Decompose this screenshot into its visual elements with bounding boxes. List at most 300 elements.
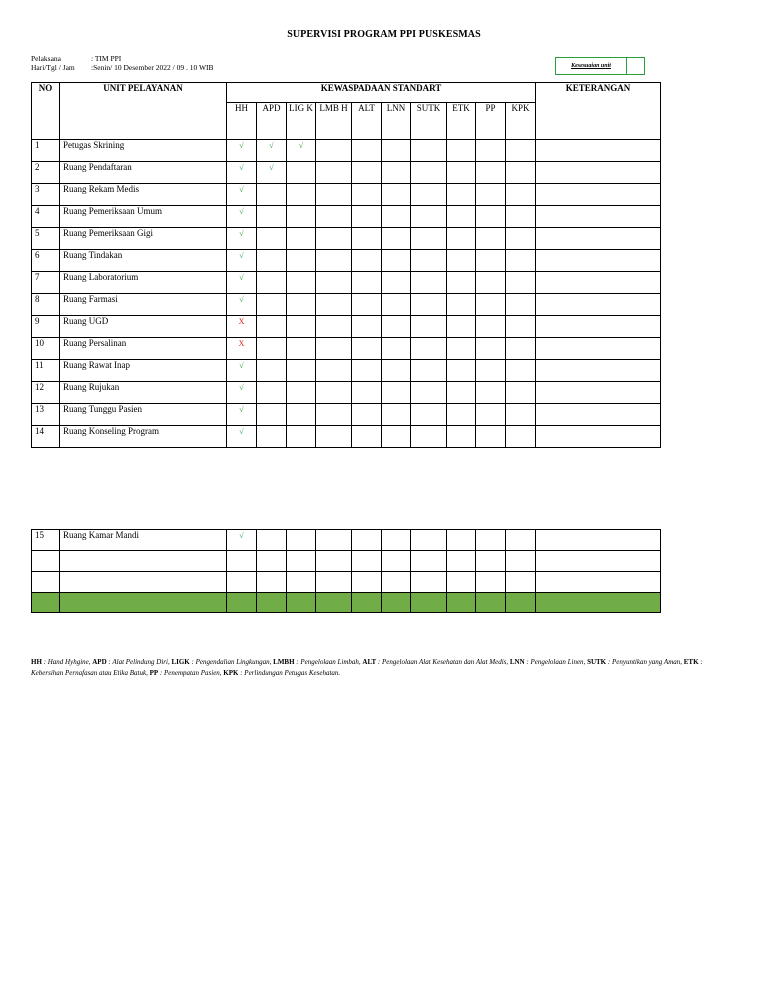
mark-cell (227, 551, 257, 572)
mark-cell (352, 382, 382, 404)
mark-cell (476, 530, 506, 551)
mark-cell (257, 228, 287, 250)
mark-cell (257, 551, 287, 572)
footer-cell (476, 593, 506, 613)
mark-cell (411, 250, 447, 272)
unit-name (60, 572, 227, 593)
mark-cell (447, 426, 476, 448)
mark-cell (257, 272, 287, 294)
mark-cell (447, 228, 476, 250)
mark-cell (506, 338, 536, 360)
unit-name: Ruang Kamar Mandi (60, 530, 227, 551)
sub-header: LIG K (287, 103, 316, 140)
mark-cell (447, 338, 476, 360)
mark-cell (382, 530, 411, 551)
keterangan-cell (536, 184, 661, 206)
keterangan-cell (536, 338, 661, 360)
mark-cell (506, 140, 536, 162)
table-row (32, 162, 661, 184)
mark-cell (476, 426, 506, 448)
legend-desc: : Pengelolaan Linen, (524, 658, 588, 666)
mark-cell (476, 360, 506, 382)
keterangan-cell (536, 272, 661, 294)
sub-header: ALT (352, 103, 382, 140)
legend-abbr: APD (92, 658, 107, 666)
footer-cell (536, 593, 661, 613)
mark-cell (476, 206, 506, 228)
mark-cell (257, 316, 287, 338)
mark-cell (382, 228, 411, 250)
unit-name: Ruang Rekam Medis (60, 184, 227, 206)
unit-name: Ruang Rujukan (60, 382, 227, 404)
mark-cell (352, 140, 382, 162)
mark-cell (411, 294, 447, 316)
legend-abbr: SUTK (587, 658, 607, 666)
mark-cell (411, 338, 447, 360)
mark-cell (476, 140, 506, 162)
date-line (31, 63, 214, 72)
pelaksana-value: : TIM PPI (91, 54, 122, 63)
mark-cell (352, 162, 382, 184)
mark-cell (411, 184, 447, 206)
pelaksana-label: Pelaksana (31, 54, 61, 63)
mark-cell (287, 228, 316, 250)
legend-abbr: LMBH (273, 658, 295, 666)
mark-cell (257, 294, 287, 316)
legend-desc: : Perlindungan Petugas Kesehatan. (238, 669, 341, 677)
mark-cell (447, 551, 476, 572)
mark-cell (411, 426, 447, 448)
row-number: 13 (32, 404, 60, 426)
mark-cell (476, 338, 506, 360)
unit-name: Ruang UGD (60, 316, 227, 338)
mark-cell (411, 572, 447, 593)
mark-cell (316, 184, 352, 206)
legend-desc: : Kebersihan Pernafasan atau Etika Batuk, (31, 658, 703, 677)
header-keterangan: KETERANGAN (536, 83, 661, 140)
mark-cell (257, 426, 287, 448)
check-mark: √ (227, 272, 257, 294)
table-row (32, 184, 661, 206)
unit-name: Ruang Pemeriksaan Gigi (60, 228, 227, 250)
sub-header: LMB H (316, 103, 352, 140)
legend-abbr: KPK (223, 669, 239, 677)
keterangan-cell (536, 551, 661, 572)
mark-cell (257, 338, 287, 360)
legend (31, 657, 731, 679)
keterangan-cell (536, 228, 661, 250)
legend-abbr: ALT (362, 658, 377, 666)
mark-cell (287, 206, 316, 228)
row-number: 8 (32, 294, 60, 316)
mark-cell (382, 250, 411, 272)
mark-cell (411, 530, 447, 551)
mark-cell (447, 140, 476, 162)
table-row (32, 382, 661, 404)
table-body (32, 140, 661, 448)
mark-cell (257, 206, 287, 228)
footer-cell (411, 593, 447, 613)
check-mark: √ (227, 228, 257, 250)
check-mark: √ (227, 162, 257, 184)
mark-cell (287, 530, 316, 551)
mark-cell (316, 250, 352, 272)
table-row (32, 551, 661, 572)
footer-cell (352, 593, 382, 613)
unit-name: Ruang Persalinan (60, 338, 227, 360)
mark-cell (352, 184, 382, 206)
mark-cell (316, 272, 352, 294)
footer-cell (32, 593, 60, 613)
footer-cell (382, 593, 411, 613)
mark-cell (447, 184, 476, 206)
mark-cell (352, 551, 382, 572)
mark-cell (382, 426, 411, 448)
footer-cell (227, 593, 257, 613)
row-number: 3 (32, 184, 60, 206)
mark-cell (476, 272, 506, 294)
row-number (32, 551, 60, 572)
mark-cell (476, 382, 506, 404)
mark-cell (316, 316, 352, 338)
mark-cell (411, 206, 447, 228)
legend-abbr: HH (31, 658, 42, 666)
mark-cell (411, 382, 447, 404)
legend-abbr: ETK (683, 658, 699, 666)
unit-name: Ruang Laboratorium (60, 272, 227, 294)
table-row (32, 572, 661, 593)
mark-cell (257, 382, 287, 404)
mark-cell (476, 316, 506, 338)
mark-cell (316, 206, 352, 228)
supervision-table (31, 82, 661, 448)
row-number: 15 (32, 530, 60, 551)
footer-cell (287, 593, 316, 613)
mark-cell (287, 551, 316, 572)
mark-cell (287, 184, 316, 206)
mark-cell (316, 140, 352, 162)
keterangan-cell (536, 404, 661, 426)
check-mark: √ (227, 360, 257, 382)
mark-cell (382, 140, 411, 162)
keterangan-cell (536, 572, 661, 593)
mark-cell (411, 360, 447, 382)
footer-cell (316, 593, 352, 613)
mark-cell (476, 294, 506, 316)
table-row (32, 530, 661, 551)
table-row (32, 272, 661, 294)
cross-mark: X (227, 316, 257, 338)
unit-name (60, 551, 227, 572)
mark-cell (352, 272, 382, 294)
mark-cell (352, 338, 382, 360)
footer-cell (257, 593, 287, 613)
mark-cell (506, 360, 536, 382)
pelaksana-line (31, 54, 121, 63)
mark-cell (316, 530, 352, 551)
mark-cell (476, 162, 506, 184)
footer-cell (60, 593, 227, 613)
mark-cell (316, 360, 352, 382)
mark-cell (506, 382, 536, 404)
legend-desc: : Pengelolaan Alat Kesehatan dan Alat Medis, (376, 658, 510, 666)
mark-cell (411, 404, 447, 426)
unit-name: Ruang Konseling Program (60, 426, 227, 448)
unit-name: Ruang Farmasi (60, 294, 227, 316)
row-number: 10 (32, 338, 60, 360)
mark-cell (352, 228, 382, 250)
mark-cell (316, 551, 352, 572)
check-mark: √ (227, 404, 257, 426)
sub-header: KPK (506, 103, 536, 140)
table-row (32, 250, 661, 272)
mark-cell (352, 360, 382, 382)
mark-cell (447, 530, 476, 551)
mark-cell (382, 206, 411, 228)
mark-cell (316, 572, 352, 593)
row-number: 6 (32, 250, 60, 272)
mark-cell (506, 404, 536, 426)
mark-cell (476, 250, 506, 272)
table-row (32, 338, 661, 360)
keterangan-cell (536, 426, 661, 448)
table-row (32, 206, 661, 228)
table-row (32, 294, 661, 316)
legend-abbr: PP (149, 669, 159, 677)
mark-cell (447, 272, 476, 294)
mark-cell (476, 404, 506, 426)
mark-cell (382, 338, 411, 360)
legend-desc: : Penyuntikan yang Aman, (606, 658, 684, 666)
mark-cell (316, 382, 352, 404)
mark-cell (447, 162, 476, 184)
mark-cell (506, 250, 536, 272)
mark-cell (506, 426, 536, 448)
mark-cell (506, 184, 536, 206)
mark-cell (382, 360, 411, 382)
mark-cell (257, 250, 287, 272)
sub-header: LNN (382, 103, 411, 140)
check-mark: √ (227, 382, 257, 404)
mark-cell (316, 294, 352, 316)
mark-cell (352, 316, 382, 338)
row-number: 5 (32, 228, 60, 250)
mark-cell (447, 404, 476, 426)
keterangan-cell (536, 316, 661, 338)
mark-cell (476, 228, 506, 250)
mark-cell (382, 272, 411, 294)
table-row (32, 360, 661, 382)
sub-header: APD (257, 103, 287, 140)
check-mark: √ (257, 140, 287, 162)
keterangan-cell (536, 250, 661, 272)
mark-cell (476, 184, 506, 206)
check-mark: √ (227, 426, 257, 448)
table-row (32, 228, 661, 250)
keterangan-cell (536, 382, 661, 404)
mark-cell (316, 338, 352, 360)
legend-desc: : Pengelolaan Limbah, (294, 658, 363, 666)
mark-cell (506, 572, 536, 593)
cross-mark: X (227, 338, 257, 360)
mark-cell (506, 206, 536, 228)
mark-cell (352, 206, 382, 228)
mark-cell (382, 404, 411, 426)
mark-cell (257, 572, 287, 593)
mark-cell (411, 140, 447, 162)
mark-cell (287, 162, 316, 184)
mark-cell (411, 551, 447, 572)
header-unit: UNIT PELAYANAN (60, 83, 227, 140)
mark-cell (352, 426, 382, 448)
mark-cell (352, 530, 382, 551)
mark-cell (352, 404, 382, 426)
mark-cell (411, 316, 447, 338)
mark-cell (287, 272, 316, 294)
legend-desc: : Alat Pelindung Diri, (106, 658, 172, 666)
mark-cell (447, 250, 476, 272)
mark-cell (257, 184, 287, 206)
table-row (32, 404, 661, 426)
sub-header: ETK (447, 103, 476, 140)
mark-cell (287, 338, 316, 360)
mark-cell (382, 551, 411, 572)
row-number: 7 (32, 272, 60, 294)
page-title: SUPERVISI PROGRAM PPI PUSKESMAS (287, 29, 481, 40)
mark-cell (447, 206, 476, 228)
row-number: 11 (32, 360, 60, 382)
mark-cell (352, 572, 382, 593)
mark-cell (316, 404, 352, 426)
mark-cell (506, 228, 536, 250)
unit-name: Ruang Tunggu Pasien (60, 404, 227, 426)
legend-desc: : Pengendalian Lingkungan, (189, 658, 274, 666)
keterangan-cell (536, 530, 661, 551)
check-mark: √ (227, 294, 257, 316)
unit-name: Ruang Pemeriksaan Umum (60, 206, 227, 228)
legend-desc: : Penempatan Pasien, (158, 669, 224, 677)
table-row (32, 426, 661, 448)
mark-cell (506, 551, 536, 572)
mark-cell (476, 551, 506, 572)
legend-abbr: LIGK (171, 658, 190, 666)
mark-cell (316, 426, 352, 448)
unit-name: Ruang Rawat Inap (60, 360, 227, 382)
mark-cell (411, 272, 447, 294)
check-mark: √ (227, 530, 257, 551)
keterangan-cell (536, 206, 661, 228)
row-number: 9 (32, 316, 60, 338)
mark-cell (257, 404, 287, 426)
mark-cell (411, 228, 447, 250)
mark-cell (447, 382, 476, 404)
row-number (32, 572, 60, 593)
keterangan-cell (536, 162, 661, 184)
mark-cell (316, 162, 352, 184)
mark-cell (506, 316, 536, 338)
mark-cell (382, 572, 411, 593)
mark-cell (506, 294, 536, 316)
keterangan-cell (536, 360, 661, 382)
sub-header: SUTK (411, 103, 447, 140)
mark-cell (287, 382, 316, 404)
unit-name: Petugas Skrining (60, 140, 227, 162)
footer-cell (447, 593, 476, 613)
mark-cell (506, 530, 536, 551)
kesesuaian-box (555, 57, 645, 75)
mark-cell (382, 162, 411, 184)
mark-cell (506, 162, 536, 184)
mark-cell (287, 250, 316, 272)
mark-cell (257, 360, 287, 382)
table-row (32, 140, 661, 162)
check-mark: √ (257, 162, 287, 184)
row-number: 12 (32, 382, 60, 404)
mark-cell (352, 250, 382, 272)
table-row (32, 316, 661, 338)
date-value: :Senin/ 10 Desember 2022 / 09 . 10 WIB (91, 63, 214, 72)
keterangan-cell (536, 294, 661, 316)
mark-cell (447, 316, 476, 338)
mark-cell (287, 572, 316, 593)
row-number: 2 (32, 162, 60, 184)
mark-cell (257, 530, 287, 551)
table-footer-row (32, 593, 661, 613)
mark-cell (287, 404, 316, 426)
mark-cell (447, 360, 476, 382)
unit-name: Ruang Pendaftaran (60, 162, 227, 184)
row-number: 4 (32, 206, 60, 228)
mark-cell (352, 294, 382, 316)
mark-cell (287, 426, 316, 448)
footer-cell (506, 593, 536, 613)
legend-abbr: LNN (509, 658, 525, 666)
mark-cell (382, 382, 411, 404)
row-number: 1 (32, 140, 60, 162)
sub-header: PP (476, 103, 506, 140)
table-body-continued (32, 530, 661, 613)
mark-cell (476, 572, 506, 593)
mark-cell (287, 294, 316, 316)
check-mark: √ (227, 184, 257, 206)
check-mark: √ (287, 140, 316, 162)
mark-cell (227, 572, 257, 593)
mark-cell (316, 228, 352, 250)
mark-cell (287, 316, 316, 338)
mark-cell (447, 294, 476, 316)
kesesuaian-label: Kesesuaian unit (556, 58, 627, 74)
check-mark: √ (227, 140, 257, 162)
mark-cell (382, 294, 411, 316)
legend-desc: : Hand Hyhgine, (41, 658, 93, 666)
mark-cell (382, 184, 411, 206)
check-mark: √ (227, 206, 257, 228)
mark-cell (411, 162, 447, 184)
date-label: Hari/Tgl / Jam (31, 63, 75, 72)
check-mark: √ (227, 250, 257, 272)
header-no: NO (32, 83, 60, 140)
row-number: 14 (32, 426, 60, 448)
mark-cell (506, 272, 536, 294)
keterangan-cell (536, 140, 661, 162)
header-kewaspadaan: KEWASPADAAN STANDART (227, 83, 536, 103)
sub-header: HH (227, 103, 257, 140)
mark-cell (382, 316, 411, 338)
mark-cell (287, 360, 316, 382)
unit-name: Ruang Tindakan (60, 250, 227, 272)
mark-cell (447, 572, 476, 593)
supervision-table-continued (31, 529, 661, 613)
